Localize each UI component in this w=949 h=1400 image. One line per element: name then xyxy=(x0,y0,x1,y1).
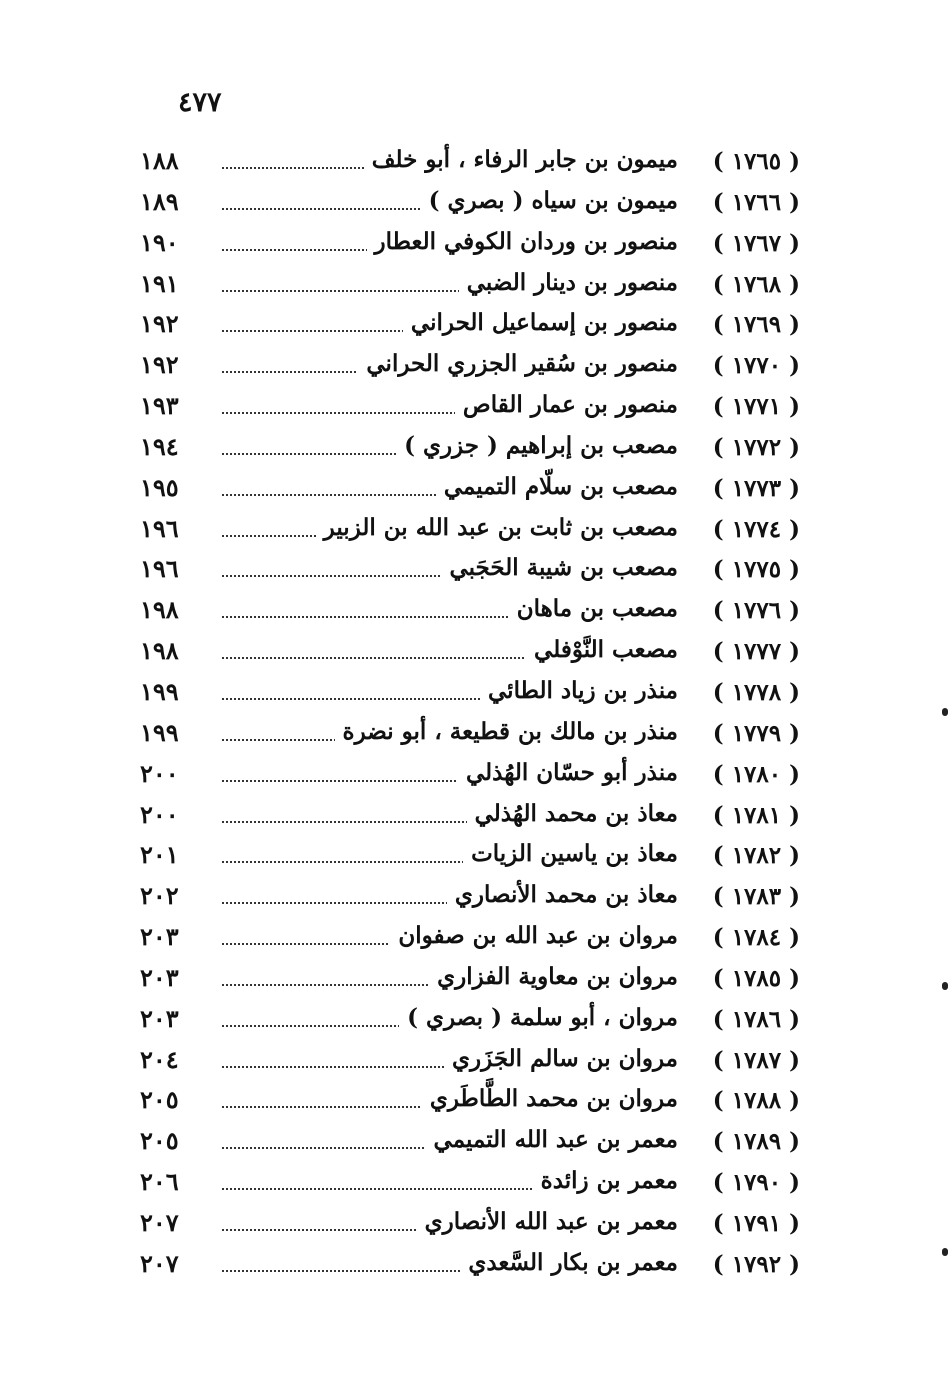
entry-name: معاذ بن محمد الأنصاري xyxy=(447,881,678,908)
entry-number: ( ١٧٦٨ ) xyxy=(712,270,800,298)
entry-name: ميمون بن جابر الرفاء ، أبو خلف xyxy=(364,146,678,173)
scan-edge-mark xyxy=(942,708,948,716)
index-entry xyxy=(140,508,800,549)
entry-name: مروان بن عبد الله بن صفوان xyxy=(390,922,678,949)
index-entry xyxy=(140,1120,800,1161)
index-entry xyxy=(140,426,800,467)
entry-name: معاذ بن ياسين الزيات xyxy=(463,840,678,867)
entry-number: ( ١٧٦٥ ) xyxy=(712,148,800,175)
entry-page: ٢٠٣ xyxy=(140,922,179,952)
entry-page: ٢٠٦ xyxy=(140,1167,179,1197)
index-entry xyxy=(140,1243,800,1284)
entry-page: ١٩٥ xyxy=(140,472,179,502)
entry-page: ١٩٩ xyxy=(140,676,179,706)
index-entry xyxy=(140,140,800,181)
entry-page: ٢٠٤ xyxy=(140,1044,179,1074)
index-entry xyxy=(140,875,800,916)
entry-number: ( ١٧٨٦ ) xyxy=(712,1005,800,1033)
entry-number: ( ١٧٧٤ ) xyxy=(712,515,800,543)
entry-name: معمر بن عبد الله الأنصاري xyxy=(417,1208,678,1235)
entry-name: مروان بن سالم الجَزَري xyxy=(444,1045,678,1072)
entry-name: مروان ، أبو سلمة ( بصري ) xyxy=(399,1004,678,1031)
index-entries xyxy=(140,140,800,1284)
entry-name: منذر أبو حسّان الهُذلي xyxy=(458,759,678,786)
entry-number: ( ١٧٨٧ ) xyxy=(712,1046,800,1074)
entry-page: ٢٠٧ xyxy=(140,1207,179,1237)
entry-page: ١٩١ xyxy=(140,268,179,298)
entry-number: ( ١٧٧٥ ) xyxy=(712,556,800,584)
entry-name: منصور بن دينار الضبي xyxy=(459,269,678,296)
entry-page: ٢٠٠ xyxy=(140,799,179,829)
index-entry xyxy=(140,303,800,344)
index-entry xyxy=(140,671,800,712)
entry-number: ( ١٧٩١ ) xyxy=(712,1209,800,1237)
entry-page: ١٨٨ xyxy=(140,146,179,175)
entry-name: معمر بن زائدة xyxy=(533,1167,678,1194)
entry-number: ( ١٧٩٠ ) xyxy=(712,1169,800,1197)
entry-page: ١٩٣ xyxy=(140,391,179,421)
entry-number: ( ١٧٨٩ ) xyxy=(712,1128,800,1156)
index-entry xyxy=(140,222,800,263)
entry-name: مصعب بن سلّام التميمي xyxy=(436,473,678,500)
entry-number: ( ١٧٨٢ ) xyxy=(712,842,800,870)
entry-number: ( ١٧٨٠ ) xyxy=(712,760,800,788)
entry-number: ( ١٧٦٩ ) xyxy=(712,311,800,339)
index-entry xyxy=(140,916,800,957)
entry-number: ( ١٧٨١ ) xyxy=(712,801,800,829)
entry-name: مصعب بن ماهان xyxy=(509,595,678,622)
entry-name: معمر بن بكار السَّعدي xyxy=(460,1249,678,1276)
index-entry xyxy=(140,385,800,426)
entry-page: ١٩٦ xyxy=(140,554,179,584)
scan-edge-mark xyxy=(942,1248,948,1256)
entry-page: ١٩٦ xyxy=(140,513,179,543)
entry-number: ( ١٧٧٢ ) xyxy=(712,433,800,461)
entry-number: ( ١٧٨٨ ) xyxy=(712,1087,800,1115)
entry-number: ( ١٧٦٦ ) xyxy=(712,188,800,216)
index-entry xyxy=(140,344,800,385)
index-entry xyxy=(140,630,800,671)
entry-name: منصور بن إسماعيل الحراني xyxy=(403,309,678,336)
entry-page: ٢٠٧ xyxy=(140,1248,179,1278)
index-entry xyxy=(140,998,800,1039)
entry-number: ( ١٧٧٠ ) xyxy=(712,352,800,380)
entry-page: ١٩٨ xyxy=(140,595,179,625)
index-entry xyxy=(140,1079,800,1120)
index-entry xyxy=(140,263,800,304)
entry-page: ١٩٢ xyxy=(140,309,179,339)
entry-name: مروان بن محمد الطَّاطَري xyxy=(422,1085,678,1112)
index-entry xyxy=(140,957,800,998)
entry-page: ٢٠٠ xyxy=(140,758,179,788)
entry-name: منصور بن وردان الكوفي العطار xyxy=(367,228,679,255)
entry-page: ٢٠٢ xyxy=(140,881,179,911)
index-entry xyxy=(140,548,800,589)
entry-page: ١٨٩ xyxy=(140,186,179,216)
entry-number: ( ١٧٧٣ ) xyxy=(712,474,800,502)
entry-name: منذر بن مالك بن قطيعة ، أبو نضرة xyxy=(335,718,678,745)
entry-name: مصعب بن ثابت بن عبد الله بن الزبير xyxy=(316,514,678,541)
entry-number: ( ١٧٧٨ ) xyxy=(712,678,800,706)
entry-page: ٢٠٣ xyxy=(140,962,179,992)
entry-page: ٢٠١ xyxy=(140,840,179,870)
index-entry xyxy=(140,1202,800,1243)
entry-name: مروان بن معاوية الفزاري xyxy=(429,963,678,990)
entry-name: مصعب بن شيبة الحَجَبي xyxy=(441,554,678,581)
entry-name: منذر بن زياد الطائي xyxy=(480,677,678,704)
scan-edge-mark xyxy=(942,982,948,990)
entry-number: ( ١٧٧٩ ) xyxy=(712,719,800,747)
entry-page: ١٩٢ xyxy=(140,350,179,380)
index-entry xyxy=(140,1039,800,1080)
index-entry xyxy=(140,834,800,875)
entry-name: معمر بن عبد الله التميمي xyxy=(426,1126,678,1153)
index-entry xyxy=(140,712,800,753)
entry-name: ميمون بن سياه ( بصري ) xyxy=(421,187,678,214)
index-entry xyxy=(140,589,800,630)
index-entry xyxy=(140,1161,800,1202)
entry-number: ( ١٧٧٦ ) xyxy=(712,597,800,625)
entry-number: ( ١٧٨٥ ) xyxy=(712,964,800,992)
entry-page: ١٩٨ xyxy=(140,636,179,666)
page-number: ٤٧٧ xyxy=(178,87,222,118)
entry-name: منصور بن عمار القاص xyxy=(455,391,678,418)
index-entry xyxy=(140,181,800,222)
entry-page: ١٩٠ xyxy=(140,227,179,257)
entry-page: ١٩٤ xyxy=(140,431,179,461)
entry-page: ٢٠٥ xyxy=(140,1126,179,1156)
entry-name: منصور بن سُقير الجزري الحراني xyxy=(358,350,678,377)
entry-number: ( ١٧٨٤ ) xyxy=(712,924,800,952)
index-entry xyxy=(140,467,800,508)
entry-number: ( ١٧٧٧ ) xyxy=(712,638,800,666)
index-entry xyxy=(140,794,800,835)
entry-page: ١٩٩ xyxy=(140,717,179,747)
entry-name: مصعب بن إبراهيم ( جزري ) xyxy=(396,432,678,459)
entry-number: ( ١٧٦٧ ) xyxy=(712,229,800,257)
entry-number: ( ١٧٨٣ ) xyxy=(712,883,800,911)
entry-number: ( ١٧٩٢ ) xyxy=(712,1250,800,1278)
entry-name: مصعب النَّوْفلي xyxy=(526,636,678,663)
entry-page: ٢٠٥ xyxy=(140,1085,179,1115)
entry-number: ( ١٧٧١ ) xyxy=(712,393,800,421)
entry-name: معاذ بن محمد الهُذلي xyxy=(467,800,678,827)
index-entry xyxy=(140,753,800,794)
entry-page: ٢٠٣ xyxy=(140,1003,179,1033)
